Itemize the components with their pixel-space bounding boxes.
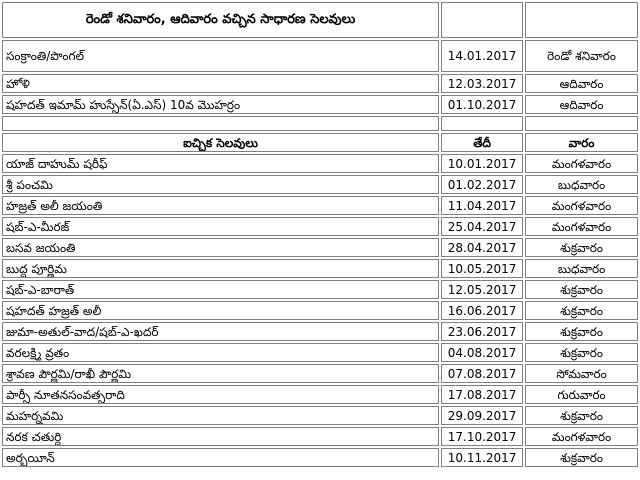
holiday-day: మంగళవారం bbox=[525, 196, 638, 215]
holiday-day: మంగళవారం bbox=[525, 217, 638, 236]
holiday-day: శుక్రవారం bbox=[525, 343, 638, 362]
table-row bbox=[2, 40, 638, 72]
holiday-day: శుక్రవారం bbox=[525, 280, 638, 299]
optional-header-name: ఐచ్చిక సెలవులు bbox=[2, 133, 439, 152]
holiday-day: బుధవారం bbox=[525, 259, 638, 278]
optional-header-date: తేదీ bbox=[441, 133, 523, 152]
table-row bbox=[2, 95, 638, 114]
table-row bbox=[2, 154, 638, 173]
holiday-name: హోళి bbox=[2, 74, 439, 93]
holiday-date: 04.08.2017 bbox=[441, 343, 523, 362]
table-row bbox=[2, 280, 638, 299]
table-row bbox=[2, 364, 638, 383]
holiday-day: శుక్రవారం bbox=[525, 322, 638, 341]
holiday-day: శుక్రవారం bbox=[525, 301, 638, 320]
table-row bbox=[2, 406, 638, 425]
holiday-date: 16.06.2017 bbox=[441, 301, 523, 320]
holiday-date: 12.05.2017 bbox=[441, 280, 523, 299]
holiday-day: గురువారం bbox=[525, 385, 638, 404]
holiday-name: శ్రావణ పౌర్ణమి/రాఖీ పౌర్ణమి bbox=[2, 364, 439, 383]
holiday-day: సోమవారం bbox=[525, 364, 638, 383]
holiday-name: పార్సీ నూతనసంవత్సరాది bbox=[2, 385, 439, 404]
holiday-date: 23.06.2017 bbox=[441, 322, 523, 341]
holiday-name: నరక చతుర్ధి bbox=[2, 427, 439, 446]
holiday-name: షబ్-ఎ-మీరజ్ bbox=[2, 217, 439, 236]
holiday-name: అర్బయీన్ bbox=[2, 448, 439, 467]
holiday-name: షహదత్ హజ్రత్ అలీ bbox=[2, 301, 439, 320]
empty-cell bbox=[525, 116, 638, 131]
holiday-day: బుధవారం bbox=[525, 175, 638, 194]
title-row bbox=[2, 2, 638, 38]
table-row bbox=[2, 196, 638, 215]
holiday-name: శ్రీ పంచమి bbox=[2, 175, 439, 194]
holiday-name: జుమా-అతుల్-వాద/షబ్-ఎ-ఖదర్ bbox=[2, 322, 439, 341]
optional-header-row bbox=[2, 133, 638, 152]
holiday-date: 10.05.2017 bbox=[441, 259, 523, 278]
table-row bbox=[2, 448, 638, 467]
holiday-day: రెండో శనివారం bbox=[525, 40, 638, 72]
holiday-name: వరలక్ష్మి వ్రతం bbox=[2, 343, 439, 362]
holiday-date: 14.01.2017 bbox=[441, 40, 523, 72]
empty-cell bbox=[441, 2, 523, 38]
table-row bbox=[2, 74, 638, 93]
table-row bbox=[2, 259, 638, 278]
table-title: రెండో శనివారం, ఆదివారం వచ్చిన సాధారణ సెలవులు bbox=[2, 2, 439, 38]
holiday-day: శుక్రవారం bbox=[525, 238, 638, 257]
spacer-row bbox=[2, 116, 638, 131]
holiday-day: మంగళవారం bbox=[525, 154, 638, 173]
holiday-date: 01.10.2017 bbox=[441, 95, 523, 114]
holiday-date: 10.11.2017 bbox=[441, 448, 523, 467]
table-row bbox=[2, 217, 638, 236]
holiday-date: 29.09.2017 bbox=[441, 406, 523, 425]
empty-cell bbox=[441, 116, 523, 131]
holiday-day: శుక్రవారం bbox=[525, 406, 638, 425]
holiday-name: షహదత్ ఇమామ్ హుస్సేన్(ఏ.ఎస్) 10వ మొహర్రం bbox=[2, 95, 439, 114]
holiday-name: హజ్రత్ అలీ జయంతి bbox=[2, 196, 439, 215]
holiday-day: మంగళవారం bbox=[525, 427, 638, 446]
holiday-date: 12.03.2017 bbox=[441, 74, 523, 93]
holiday-date: 25.04.2017 bbox=[441, 217, 523, 236]
optional-holidays-body bbox=[2, 154, 638, 467]
holiday-name: బుద్ధ పూర్ణిమ bbox=[2, 259, 439, 278]
holiday-date: 01.02.2017 bbox=[441, 175, 523, 194]
holiday-day: ఆదివారం bbox=[525, 74, 638, 93]
empty-cell bbox=[525, 2, 638, 38]
optional-header-day: వారం bbox=[525, 133, 638, 152]
table-row bbox=[2, 322, 638, 341]
holiday-date: 10.01.2017 bbox=[441, 154, 523, 173]
holiday-date: 07.08.2017 bbox=[441, 364, 523, 383]
holiday-day: శుక్రవారం bbox=[525, 448, 638, 467]
table-row bbox=[2, 427, 638, 446]
table-row bbox=[2, 385, 638, 404]
holiday-date: 28.04.2017 bbox=[441, 238, 523, 257]
holiday-name: బసవ జయంతి bbox=[2, 238, 439, 257]
table-row bbox=[2, 238, 638, 257]
holiday-name: మహర్నవమి bbox=[2, 406, 439, 425]
holiday-date: 17.10.2017 bbox=[441, 427, 523, 446]
table-row bbox=[2, 301, 638, 320]
holiday-date: 17.08.2017 bbox=[441, 385, 523, 404]
table-row bbox=[2, 175, 638, 194]
holiday-name: యాజ్ దాహుమ్ షరీఫ్ bbox=[2, 154, 439, 173]
empty-cell bbox=[2, 116, 439, 131]
table-row bbox=[2, 343, 638, 362]
holiday-day: ఆదివారం bbox=[525, 95, 638, 114]
holiday-date: 11.04.2017 bbox=[441, 196, 523, 215]
holiday-name: షబ్-ఎ-బారాత్ bbox=[2, 280, 439, 299]
holiday-name: సంక్రాంతి/పొంగల్ bbox=[2, 40, 439, 72]
